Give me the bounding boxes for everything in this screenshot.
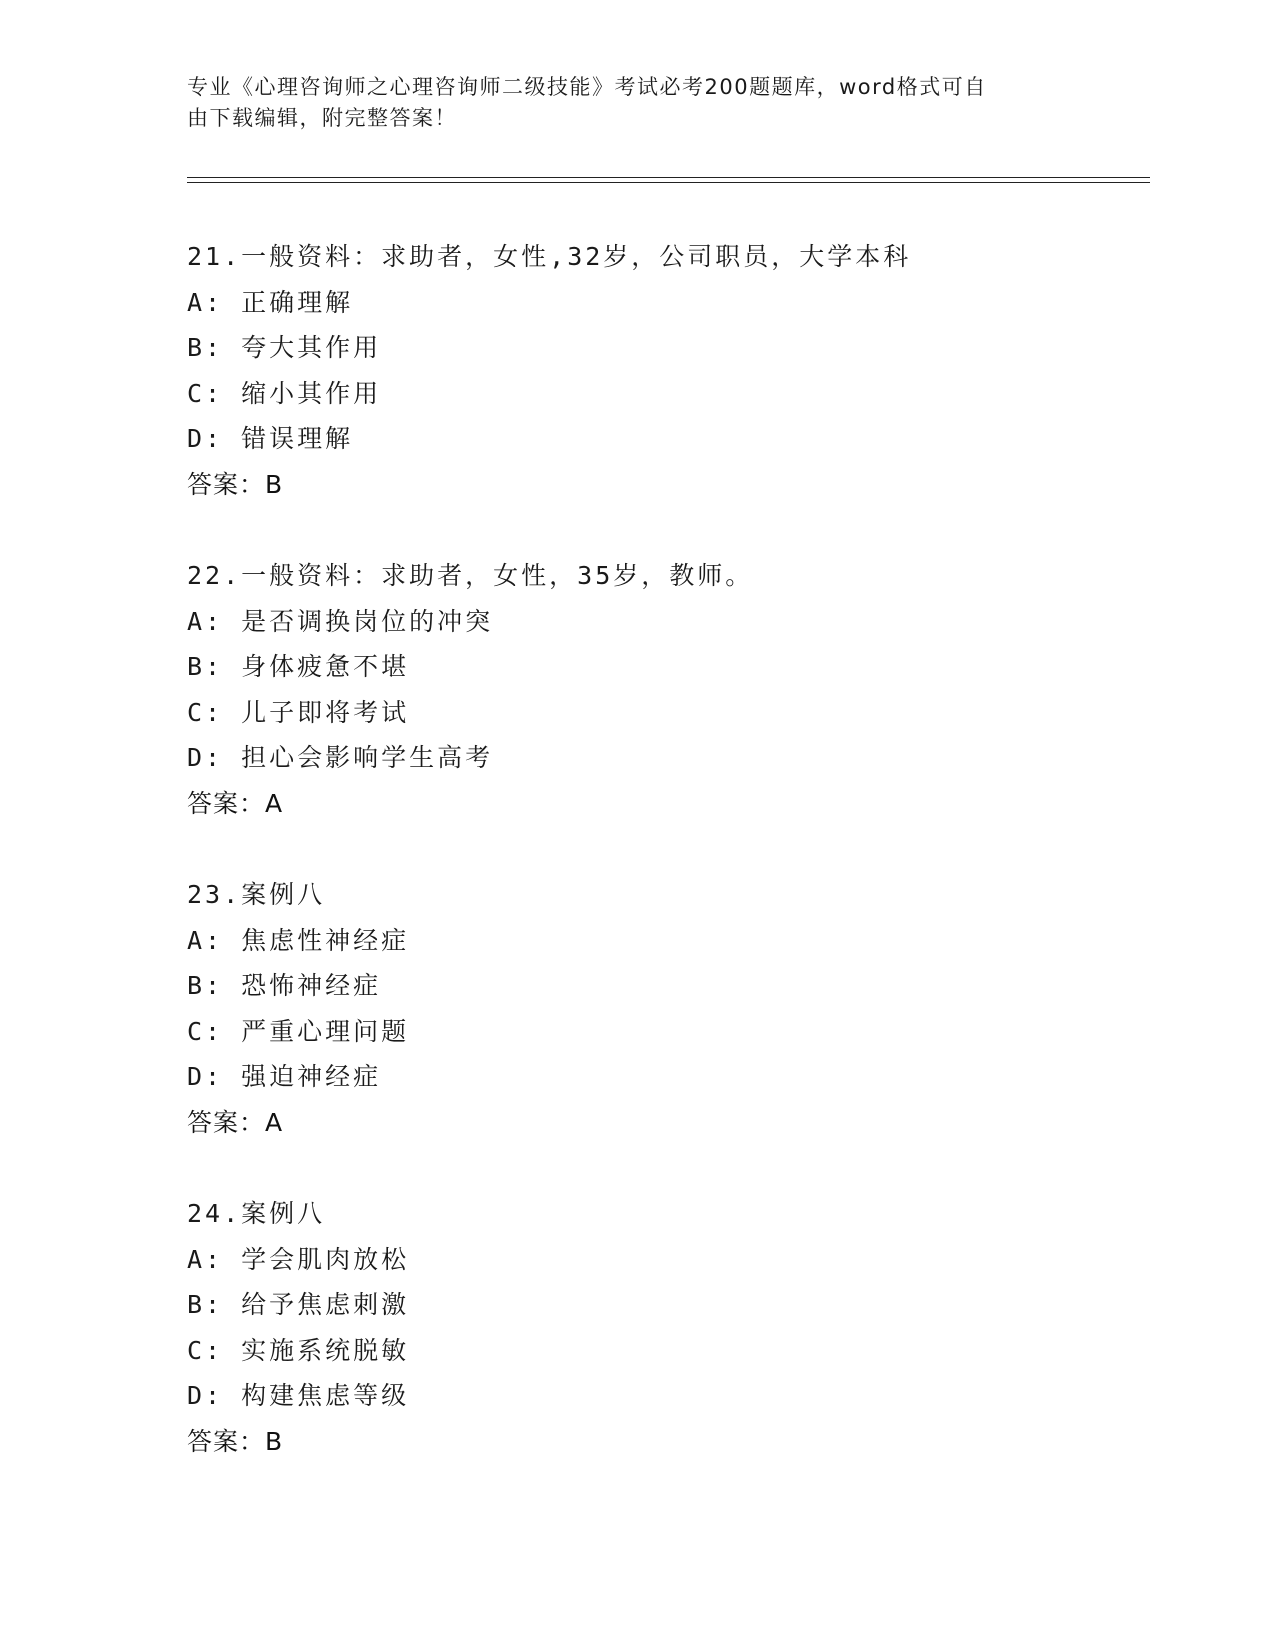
option-c: C: 实施系统脱敏	[187, 1335, 410, 1365]
question-23	[187, 872, 1147, 1145]
question-stem: 23.案例八	[187, 880, 326, 909]
option-d: D: 错误理解	[187, 424, 354, 453]
answer: 答案：A	[187, 1107, 284, 1137]
option-c: C: 儿子即将考试	[187, 697, 410, 727]
option-b: B: 恐怖神经症	[187, 971, 382, 1000]
question-stem: 24.案例八	[187, 1199, 326, 1228]
option-c: C: 严重心理问题	[187, 1016, 410, 1046]
header-divider-top	[187, 177, 1150, 178]
option-a: A: 是否调换岗位的冲突	[187, 606, 494, 636]
question-stem: 21.一般资料：求助者，女性,32岁，公司职员，大学本科	[187, 242, 912, 271]
option-a: A: 正确理解	[187, 287, 354, 317]
document-intro	[187, 72, 1067, 134]
answer: 答案：A	[187, 788, 284, 818]
question-21	[187, 234, 1147, 507]
header-divider-bottom	[187, 182, 1150, 183]
option-a: A: 焦虑性神经症	[187, 925, 410, 955]
answer: 答案：B	[187, 469, 284, 499]
question-24	[187, 1191, 1147, 1464]
question-22	[187, 553, 1147, 826]
intro-line-1: 专业《心理咨询师之心理咨询师二级技能》考试必考200题题库，word格式可自	[187, 75, 987, 99]
answer: 答案：B	[187, 1426, 284, 1456]
option-b: B: 夸大其作用	[187, 333, 382, 362]
option-d: D: 构建焦虑等级	[187, 1381, 410, 1410]
option-d: D: 担心会影响学生高考	[187, 743, 494, 772]
option-b: B: 身体疲惫不堪	[187, 652, 410, 681]
option-a: A: 学会肌肉放松	[187, 1244, 410, 1274]
option-c: C: 缩小其作用	[187, 378, 382, 408]
intro-line-2: 由下载编辑，附完整答案！	[187, 106, 457, 130]
option-b: B: 给予焦虑刺激	[187, 1290, 410, 1319]
option-d: D: 强迫神经症	[187, 1062, 382, 1091]
question-stem: 22.一般资料：求助者，女性，35岁，教师。	[187, 561, 754, 590]
